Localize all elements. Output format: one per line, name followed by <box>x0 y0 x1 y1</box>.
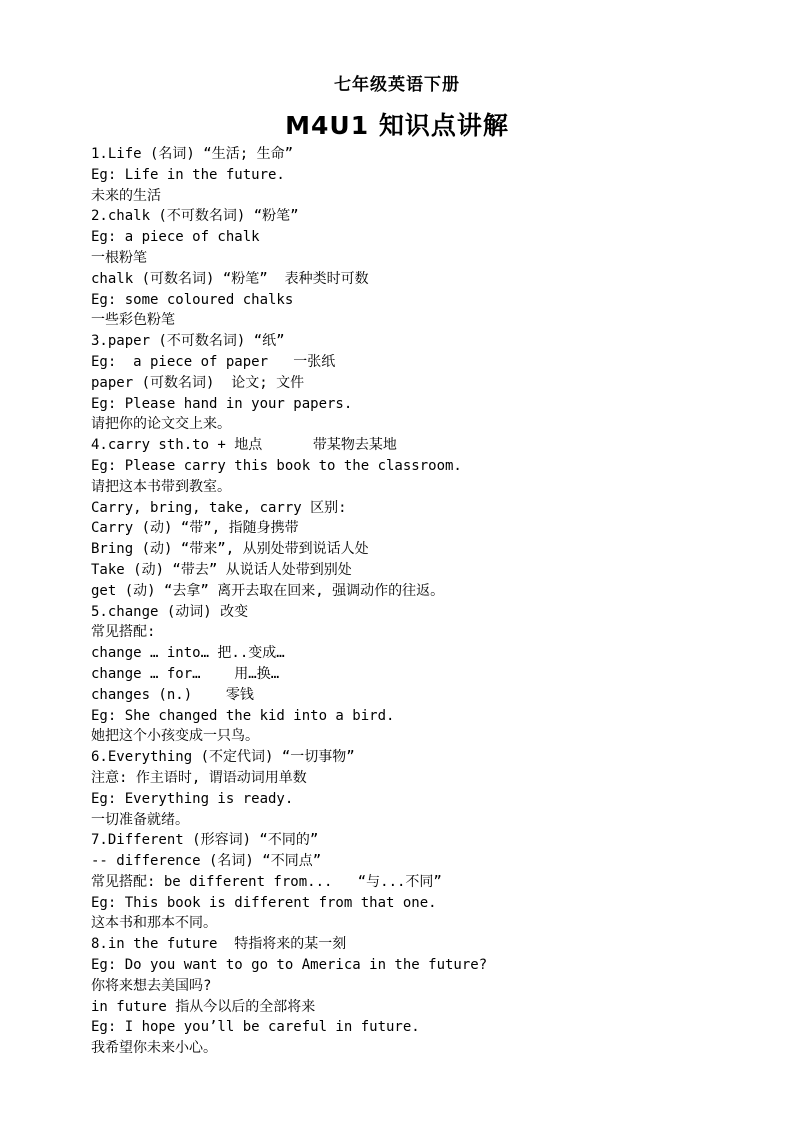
text-line: Eg: Please carry this book to the classroom. <box>91 457 462 474</box>
text-line: changes (n.) 零钱 <box>91 686 254 703</box>
text-line: 请把这本书带到教室。 <box>91 478 231 495</box>
text-line: 常见搭配: <box>91 624 156 641</box>
content-body <box>91 144 771 1059</box>
main-title: M4U1 知识点讲解 <box>285 111 509 140</box>
text-line: 注意: 作主语时, 谓语动词用单数 <box>91 769 307 786</box>
text-line: change … into… 把..变成… <box>91 645 285 662</box>
text-line: 5.change (动词) 改变 <box>91 603 249 620</box>
text-line: 请把你的论文交上来。 <box>91 416 231 433</box>
text-line: Take (动) “带去” 从说话人处带到别处 <box>91 561 352 578</box>
text-line: Eg: a piece of paper 一张纸 <box>91 353 336 370</box>
text-line: 1.Life (名词) “生活; 生命” <box>91 146 294 162</box>
text-line: 一根粉笔 <box>91 249 147 266</box>
text-line: 一切准备就绪。 <box>91 811 189 828</box>
text-line: Eg: This book is different from that one. <box>91 894 437 911</box>
text-line: Carry, bring, take, carry 区别: <box>91 499 347 516</box>
text-line: 一些彩色粉笔 <box>91 312 175 329</box>
text-line: 2.chalk (不可数名词) “粉笔” <box>91 208 299 225</box>
text-line: 这本书和那本不同。 <box>91 915 217 932</box>
text-line: change … for… 用…换… <box>91 665 280 682</box>
text-line: 未来的生活 <box>91 187 161 204</box>
text-line: 她把这个小孩变成一只鸟。 <box>91 728 259 745</box>
text-line: 6.Everything (不定代词) “一切事物” <box>91 749 355 766</box>
text-line: 8.in the future 特指将来的某一刻 <box>91 936 347 953</box>
text-line: Eg: a piece of chalk <box>91 229 260 246</box>
text-line: Bring (动) “带来”, 从别处带到说话人处 <box>91 541 369 558</box>
text-line: chalk (可数名词) “粉笔” 表种类时可数 <box>91 270 369 287</box>
text-line: paper (可数名词) 论文; 文件 <box>91 374 305 391</box>
text-line: get (动) “去拿” 离开去取在回来, 强调动作的往返。 <box>91 582 445 599</box>
text-line: 我希望你未来小心。 <box>91 1040 217 1057</box>
text-line: Eg: I hope you’ll be careful in future. <box>91 1019 420 1036</box>
text-line: Eg: Everything is ready. <box>91 790 294 807</box>
text-line: Eg: some coloured chalks <box>91 291 294 308</box>
text-line: Eg: She changed the kid into a bird. <box>91 707 395 724</box>
text-line: Eg: Do you want to go to America in the future? <box>91 957 488 974</box>
text-line: 4.carry sth.to + 地点 带某物去某地 <box>91 437 397 454</box>
grade-title: 七年级英语下册 <box>334 75 460 95</box>
text-line: 3.paper (不可数名词) “纸” <box>91 333 285 350</box>
text-line: -- difference (名词) “不同点” <box>91 853 322 870</box>
text-line: 你将来想去美国吗? <box>91 977 212 994</box>
text-line: in future 指从今以后的全部将来 <box>91 998 316 1015</box>
text-line: 7.Different (形容词) “不同的” <box>91 832 319 849</box>
text-line: Carry (动) “带”, 指随身携带 <box>91 520 299 537</box>
text-line: Eg: Life in the future. <box>91 166 285 183</box>
text-line: Eg: Please hand in your papers. <box>91 395 353 412</box>
text-line: 常见搭配: be different from... “与...不同” <box>91 873 442 890</box>
